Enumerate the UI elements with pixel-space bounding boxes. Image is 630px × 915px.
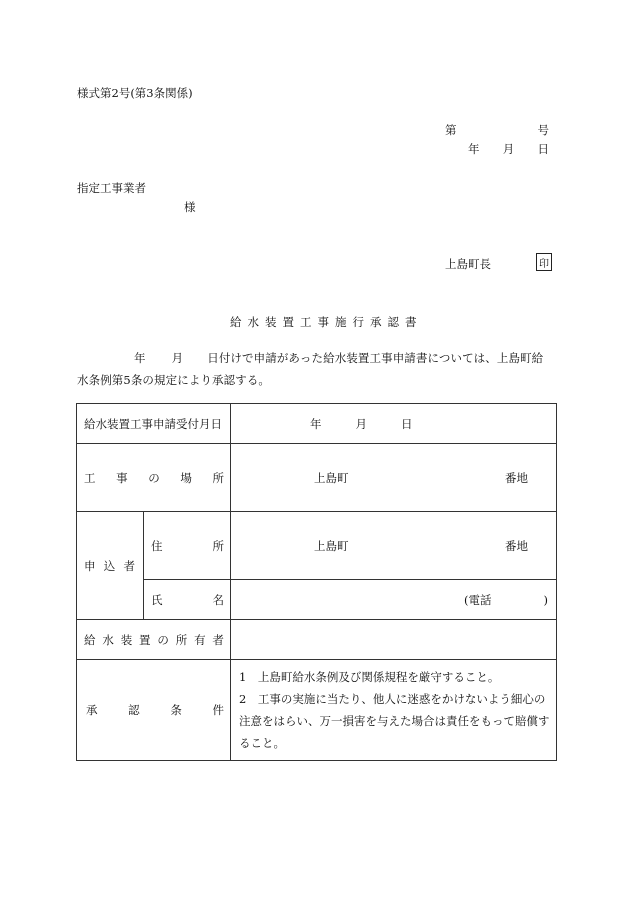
condition-item: 2 工事の実施に当たり、他人に迷惑をかけないよう細心の注意をはらい、万一損害を与えた場合は責任をもって賠償すること。 — [239, 692, 550, 750]
label-char: 所 — [175, 632, 188, 647]
label-char: 有 — [194, 632, 206, 647]
issue-date-line — [468, 141, 549, 157]
issuer-title: 上島町長 — [445, 257, 491, 271]
label-char: 認 — [128, 703, 140, 717]
addressee-org: 指定工事業者 — [77, 181, 146, 195]
name-value — [231, 580, 557, 620]
address-suffix: 番地 — [505, 538, 528, 553]
application-table — [76, 403, 557, 761]
label-char: 住 — [151, 538, 163, 553]
table-row — [77, 660, 557, 761]
location-value — [231, 444, 557, 512]
address-town: 上島町 — [314, 538, 349, 553]
date-year: 年 — [468, 142, 480, 156]
table-row — [77, 580, 557, 620]
statement-month: 月 — [171, 351, 184, 365]
table-row — [77, 512, 557, 580]
address-label — [144, 512, 231, 580]
label-char: 氏 — [151, 592, 163, 607]
condition-item: 1 上島町給水条例及び関係規程を厳守すること。 — [239, 670, 500, 684]
label-char: 件 — [212, 703, 224, 717]
statement-text: 日付けで申請があった給水装置工事申請書については、上島町給水条例第5条の規定により承認する。 — [77, 351, 544, 387]
label-char: 承 — [86, 703, 98, 717]
name-label — [144, 580, 231, 620]
date-day: 日 — [537, 142, 549, 156]
label-char: 給 — [84, 632, 96, 647]
label-char: 条 — [170, 703, 182, 717]
label-char: の — [148, 470, 160, 485]
owner-value — [231, 620, 557, 660]
label-char: 装 — [120, 632, 133, 647]
label-char: 場 — [180, 470, 192, 485]
seal-mark: 印 — [536, 253, 552, 271]
address-label-text — [151, 538, 224, 554]
table-row — [77, 444, 557, 512]
document-title: 給水装置工事施行承認書 — [230, 315, 423, 329]
receipt-date-value — [231, 404, 557, 444]
approval-statement — [77, 347, 553, 391]
name-label-text — [151, 592, 224, 608]
receipt-day: 日 — [401, 416, 413, 431]
number-suffix: 号 — [537, 123, 549, 137]
addressee-honorific: 様 — [184, 200, 196, 214]
receipt-date-label: 給水装置工事申請受付月日 — [77, 404, 231, 444]
location-label — [77, 444, 231, 512]
address-value — [231, 512, 557, 580]
location-suffix: 番地 — [505, 470, 528, 485]
label-char: 工 — [84, 470, 96, 485]
conditions-value — [231, 660, 557, 761]
location-label-text — [84, 470, 224, 486]
statement-year: 年 — [134, 351, 146, 365]
label-char: の — [157, 632, 169, 647]
conditions-label — [77, 660, 231, 761]
label-char: 申 — [84, 558, 96, 573]
receipt-year: 年 — [310, 416, 322, 431]
location-town: 上島町 — [314, 470, 349, 485]
applicant-label — [77, 512, 144, 620]
owner-label-text — [84, 632, 224, 648]
date-month: 月 — [502, 142, 515, 156]
label-char: 所 — [212, 470, 224, 485]
label-char: 水 — [102, 632, 114, 647]
label-char: 置 — [139, 632, 151, 647]
label-char: 所 — [212, 538, 224, 553]
document-number-line — [445, 122, 549, 138]
owner-label — [77, 620, 231, 660]
receipt-month: 月 — [355, 416, 367, 431]
label-char: 込 — [103, 558, 116, 573]
conditions-label-text — [84, 702, 224, 718]
label-char: 者 — [123, 558, 135, 573]
phone-close: ) — [543, 592, 548, 607]
number-prefix: 第 — [445, 123, 457, 137]
label-char: 事 — [116, 470, 128, 485]
label-char: 者 — [212, 632, 224, 647]
table-row — [77, 404, 557, 444]
label-char: 名 — [212, 592, 224, 607]
phone-label: (電話 — [464, 592, 492, 607]
applicant-label-text — [84, 558, 137, 574]
table-row — [77, 620, 557, 660]
form-number: 様式第2号(第3条関係) — [77, 86, 193, 100]
